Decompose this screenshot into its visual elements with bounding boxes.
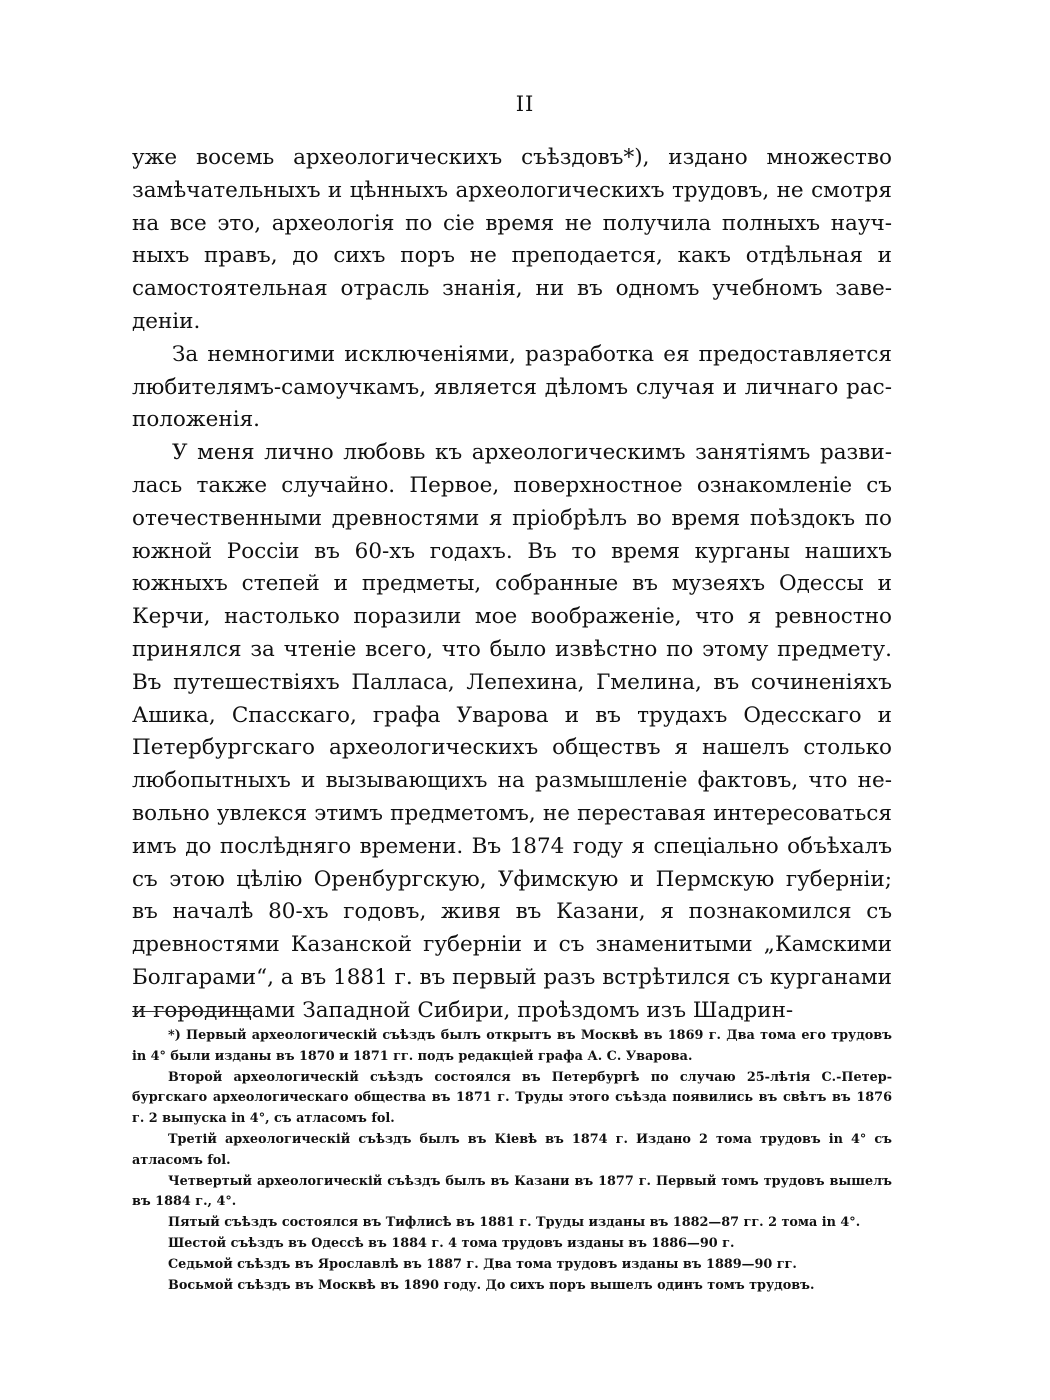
footnote-rule: [132, 1011, 252, 1012]
page-number: II: [515, 92, 535, 116]
footnote-3: Третій археологическій съѣздъ былъ въ Кіевѣ въ 1874 г. Издано 2 тома трудовъ in 4° съ атласомъ fol.: [132, 1131, 892, 1168]
footnote-4: Четвертый археологическій съѣздъ былъ въ Казани въ 1877 г. Первый томъ трудовъ вышелъ въ 1884 г., 4°.: [132, 1173, 892, 1210]
footnote-6: Шестой съѣздъ въ Одессѣ въ 1884 г. 4 тома трудовъ изданы въ 1886—90 г.: [168, 1235, 735, 1251]
footnote-2: Второй археологическій съѣздъ состоялся въ Петербургѣ по случаю 25-лѣтія С.-Петербургскаго археологическаго общества въ 1871 г. Труды этого съѣзда появились въ свѣтъ въ 1876 г. 2 выпуска in 4°, съ атласомъ fol.: [132, 1069, 892, 1127]
paragraph-1: уже восемь археологическихъ съѣздовъ*), издано множество замѣчательныхъ и цѣнныхъ археологическихъ трудовъ, не смотря на все это, археологія по сіе время не получила полныхъ научныхъ правъ, до сихъ поръ не преподается, какъ отдѣльная и самостоятельная отрасль знанія, ни въ одномъ учебномъ заведеніи.: [132, 145, 892, 334]
paragraph-3: У меня лично любовь къ археологическимъ занятіямъ развилась также случайно. Первое, поверхностное ознакомленіе съ отечественными древностями я пріобрѣлъ во время поѣздокъ по южной Россіи въ 60-хъ годахъ. Въ то время курганы нашихъ южныхъ степей и предметы, собранные въ музеяхъ Одессы и Керчи, настолько поразили мое воображеніе, что я ревностно принялся за чтеніе всего, что было извѣстно по этому предмету. Въ путешествіяхъ Палласа, Лепехина, Гмелина, въ сочиненіяхъ Ашика, Спасскаго, графа Уварова и въ трудахъ Одесскаго и Петербургскаго археологическихъ обществъ я нашелъ столько любопытныхъ и вызывающихъ на размышленіе фактовъ, что невольно увлекся этимъ предметомъ, не переставая интересоваться имъ до послѣдняго времени. Въ 1874 году я спеціально объѣхалъ съ этою цѣлію Оренбургскую, Уфимскую и Пермскую губерніи; въ началѣ 80-хъ годовъ, живя въ Казани, я познакомился съ древностями Казанской губерніи и съ знаменитыми „Камскими Болгарами“, а въ 1881 г. въ первый разъ встрѣтился съ курганами и городищами Западной Сибири, проѣздомъ изъ Шадрин-: [132, 440, 892, 1023]
footnote-8: Восьмой съѣздъ въ Москвѣ въ 1890 году. До сихъ поръ вышелъ одинъ томъ трудовъ.: [168, 1277, 815, 1293]
footnote-7: Седьмой съѣздъ въ Ярославлѣ въ 1887 г. Два тома трудовъ изданы въ 1889—90 гг.: [168, 1256, 797, 1272]
footnotes: [132, 1026, 892, 1296]
main-text: [132, 142, 892, 1028]
footnote-5: Пятый съѣздъ состоялся въ Тифлисѣ въ 1881 г. Труды изданы въ 1882—87 гг. 2 тома in 4°.: [168, 1215, 861, 1231]
paragraph-2: За немногими исключеніями, разработка ея предоставляется любителямъ-самоучкамъ, является дѣломъ случая и личнаго расположенія.: [132, 341, 892, 433]
footnote-1: *) Первый археологическій съѣздъ былъ открытъ въ Москвѣ въ 1869 г. Два тома его трудовъ in 4° были изданы въ 1870 и 1871 гг. подъ редакціей графа А. С. Уварова.: [132, 1028, 892, 1064]
